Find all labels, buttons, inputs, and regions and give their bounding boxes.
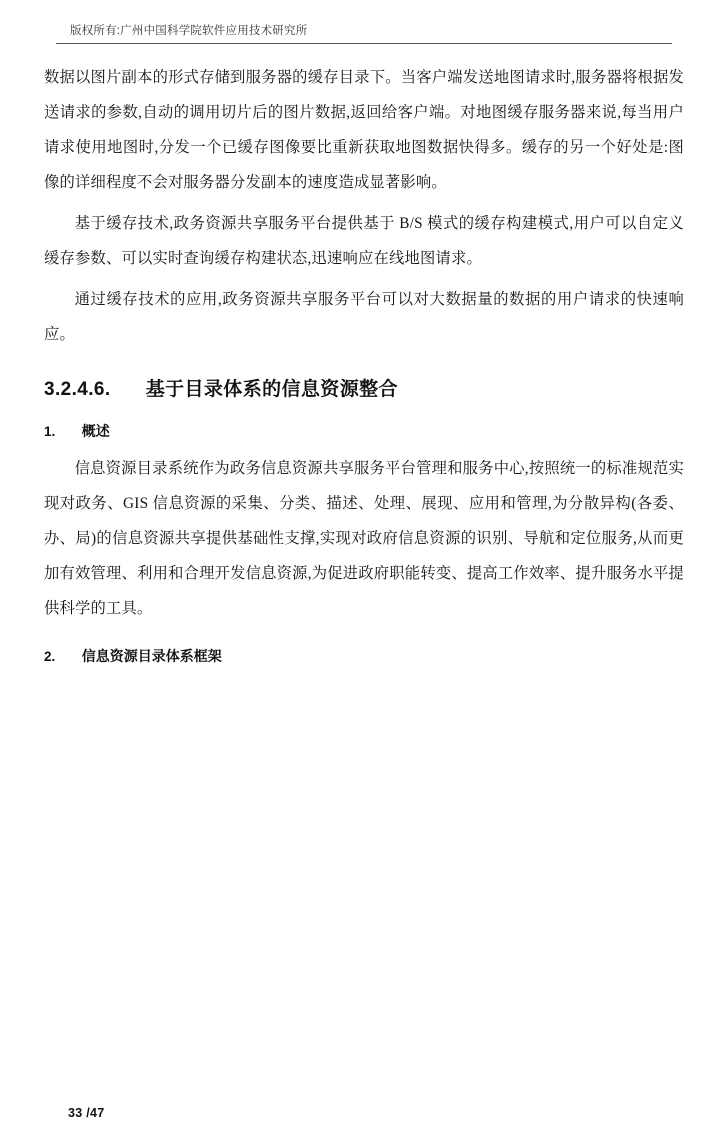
subsection-heading-1 bbox=[44, 421, 684, 441]
paragraph-cache-storage: 数据以图片副本的形式存储到服务器的缓存目录下。当客户端发送地图请求时,服务器将根据发送请求的参数,自动的调用切片后的图片数据,返回给客户端。对地图缓存服务器来说,每当用户请求使用地图时,分发一个已缓存图像要比重新获取地图数据快得多。缓存的另一个好处是:图像的详细程度不会对服务器分发副本的速度造成显著影响。 bbox=[44, 69, 684, 191]
paragraph-catalog-overview: 信息资源目录系统作为政务信息资源共享服务平台管理和服务中心,按照统一的标准规范实现对政务、GIS 信息资源的采集、分类、描述、处理、展现、应用和管理,为分散异构(各委、办、局)的信息资源共享提供基础性支撑,实现对政府信息资源的识别、导航和定位服务,从而更加有效管理、利用和合理开发信息资源,为促进政府职能转变、提高工作效率、提升服务水平提供科学的工具。 bbox=[44, 460, 684, 617]
section-number: 3.2.4.6. bbox=[44, 379, 111, 400]
subsection-number-2: 2. bbox=[44, 649, 56, 664]
section-heading bbox=[44, 374, 684, 401]
header-divider bbox=[56, 43, 672, 44]
subsection-title-1: 概述 bbox=[81, 423, 110, 439]
empty-content-area bbox=[44, 676, 684, 1006]
paragraph-cache-response: 通过缓存技术的应用,政务资源共享服务平台可以对大数据量的数据的用户请求的快速响应。 bbox=[44, 291, 684, 343]
document-body bbox=[44, 60, 684, 1006]
page-number: 33 /47 bbox=[68, 1106, 105, 1120]
page-header bbox=[56, 24, 672, 46]
subsection-number-1: 1. bbox=[44, 424, 56, 439]
subsection-heading-2 bbox=[44, 646, 684, 666]
section-title: 基于目录体系的信息资源整合 bbox=[145, 379, 398, 400]
paragraph-cache-technology: 基于缓存技术,政务资源共享服务平台提供基于 B/S 模式的缓存构建模式,用户可以自定义缓存参数、可以实时查询缓存构建状态,迅速响应在线地图请求。 bbox=[44, 215, 684, 267]
subsection-title-2: 信息资源目录体系框架 bbox=[81, 648, 222, 664]
copyright-notice: 版权所有:广州中国科学院软件应用技术研究所 bbox=[70, 25, 308, 37]
